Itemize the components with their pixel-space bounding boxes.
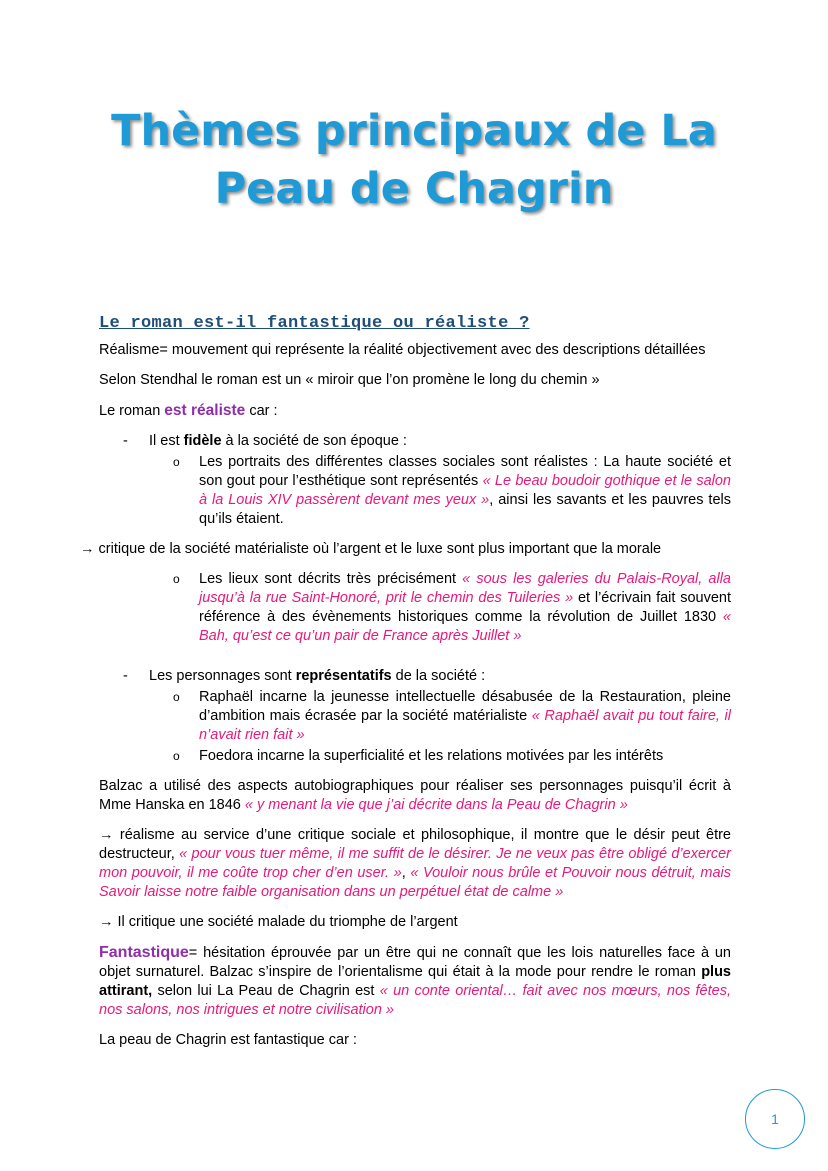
circle-marker: o — [173, 572, 180, 586]
quote: « un conte oriental… fait avec nos mœurs, nos fêtes, nos salons, nos intrigues et notre civilisation » — [99, 983, 731, 1018]
quote: « Le beau boudoir gothique et le salon à la Louis XIV passèrent devant mes yeux » — [199, 473, 731, 508]
title-line-1: Thèmes principaux de La — [111, 106, 717, 156]
text-run: Raphaël incarne la jeunesse intellectuelle désabusée de la Restauration, pleine d’ambition mais écrasée par la société matérialiste — [199, 689, 731, 724]
text-run: , ainsi les savants et les pauvres tels qu’ils étaient. — [199, 492, 731, 527]
text-run: selon lui La Peau de Chagrin est — [152, 983, 380, 999]
document-body — [80, 314, 732, 1061]
circle-marker: o — [173, 455, 180, 469]
text-run: de la société : — [391, 668, 486, 684]
paragraph-realisme-critique — [99, 826, 731, 902]
paragraph-critique-materialiste: → critique de la société matérialiste où l’argent et le luxe sont plus important que la morale — [80, 541, 662, 557]
text-run: et l’écrivain fait souvent référence à des évènements historiques comme la révolution de Juillet 1830 — [199, 590, 731, 625]
quote: « pour vous tuer même, il me suffit de le désirer. Je ne veux pas être obligé d’exercer mon pouvoir, il me coûte trop cher d’en user. » — [99, 846, 732, 881]
text-run: Balzac a utilisé des aspects autobiographiques pour réaliser ses personnages puisqu’il écrit à Mme Hanska en 1846 — [99, 778, 731, 813]
text-run: Foedora incarne la superficialité et les relations motivées par les intérêts — [199, 748, 664, 764]
text-run: Il est — [149, 433, 184, 449]
circle-marker: o — [173, 749, 180, 763]
section-heading: Le roman est-il fantastique ou réaliste ? — [99, 314, 530, 333]
subbullet-raphael — [99, 688, 731, 745]
paragraph-roman-realiste — [99, 401, 731, 421]
paragraph-realisme: Réalisme= mouvement qui représente la réalité objectivement avec des descriptions détaillées — [99, 342, 706, 358]
text-run: à la société de son époque : — [221, 433, 407, 449]
page-number-badge — [745, 1089, 805, 1149]
quote: « y menant la vie que j’ai décrite dans la Peau de Chagrin » — [244, 797, 628, 813]
subbullet-lieux — [99, 570, 731, 646]
emphasis-realiste: est réaliste — [164, 402, 246, 419]
quote: « Vouloir nous brûle et Pouvoir nous détruit, mais Savoir laisse notre faible organisation dans un perpétuel état de calme » — [99, 865, 732, 900]
text-run: Les personnages sont — [149, 668, 296, 684]
text-run: Les lieux sont décrits très précisément — [199, 571, 463, 587]
bullet-fidele — [99, 432, 731, 451]
paragraph-fantastique-car: La peau de Chagrin est fantastique car : — [99, 1032, 357, 1048]
bold-representatifs: représentatifs — [295, 668, 392, 684]
text-run: = hésitation éprouvée par un être qui ne connaît que les lois naturelles face à un objet surnaturel. Balzac s’inspire de l’orientalisme qui était à la mode pour rendre le roman — [99, 945, 731, 980]
quote: « Raphaël avait pu tout faire, il n’avait rien fait » — [199, 708, 731, 743]
page-title — [60, 102, 768, 218]
text-run: car : — [245, 403, 278, 419]
dash-marker: - — [123, 433, 128, 449]
quote: « sous les galeries du Palais-Royal, alla jusqu’à la rue Saint-Honoré, prit le chemin des Tuileries » — [199, 571, 731, 606]
paragraph-critique-argent: → Il critique une société malade du triomphe de l’argent — [99, 914, 458, 930]
dash-marker: - — [123, 668, 128, 684]
paragraph-fantastique — [99, 943, 731, 1020]
text-run: Le roman — [99, 403, 165, 419]
subbullet-portraits — [99, 453, 731, 529]
bold-fidele: fidèle — [183, 433, 222, 449]
bullet-personnages — [99, 667, 731, 686]
bold-plus-attirant: plus attirant, — [99, 964, 731, 999]
text-run: , — [401, 865, 411, 881]
text-run: Les portraits des différentes classes sociales sont réalistes : La haute société et son gout pour l’esthétique sont représentés — [199, 454, 731, 489]
title-line-2: Peau de Chagrin — [214, 164, 614, 214]
subbullet-foedora — [99, 747, 731, 766]
paragraph-balzac-autobiographie — [99, 777, 731, 815]
circle-marker: o — [173, 690, 180, 704]
page-number: 1 — [771, 1111, 779, 1127]
quote: « Bah, qu’est ce qu’un pair de France après Juillet » — [199, 609, 731, 644]
text-run: → réalisme au service d’une critique sociale et philosophique, il montre que le désir peut être destructeur, — [99, 827, 731, 862]
emphasis-fantastique: Fantastique — [99, 944, 189, 961]
paragraph-stendhal: Selon Stendhal le roman est un « miroir que l’on promène le long du chemin » — [99, 372, 600, 388]
